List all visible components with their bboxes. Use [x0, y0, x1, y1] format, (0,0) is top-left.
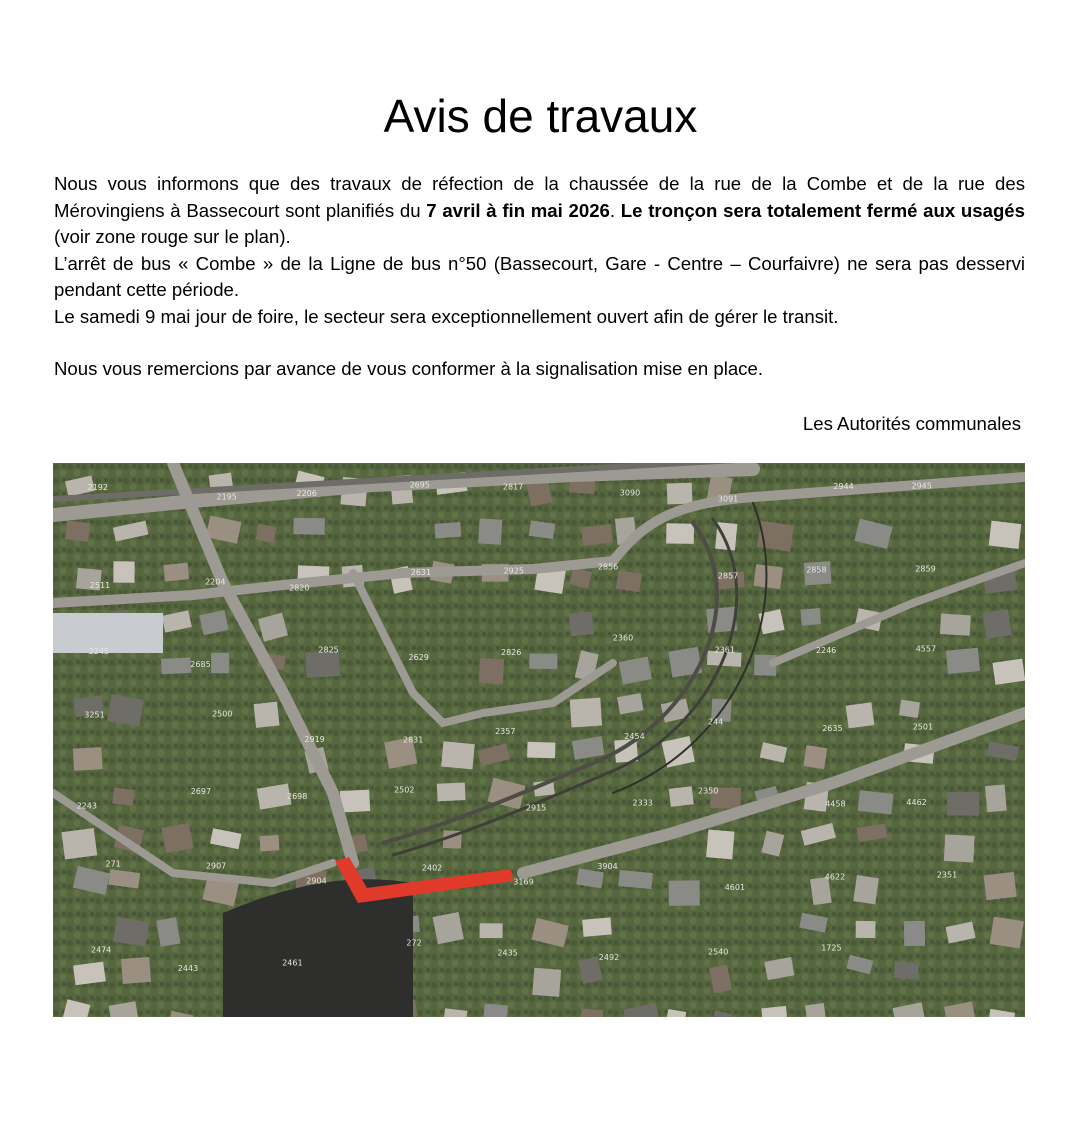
parcel-label: 2825	[318, 645, 339, 655]
house	[161, 823, 193, 853]
house	[65, 520, 90, 542]
house	[112, 787, 135, 806]
map-canvas	[53, 463, 1025, 1017]
house	[529, 520, 555, 539]
house	[527, 480, 553, 506]
parcel-label: 2333	[632, 798, 653, 808]
parcel-label: 2361	[714, 645, 735, 655]
house	[529, 653, 557, 669]
house	[985, 784, 1007, 812]
parcel-label: 2435	[497, 948, 518, 958]
house	[666, 523, 694, 544]
parcel-label: 271	[105, 859, 121, 869]
parcel-label: 2402	[421, 863, 443, 873]
parcel-label: 2540	[708, 947, 729, 957]
map-reference: (voir zone rouge sur le plan).	[54, 226, 291, 247]
parcel-label: 2500	[212, 709, 233, 719]
house	[984, 872, 1017, 900]
house	[856, 921, 876, 938]
house	[944, 834, 975, 862]
parcel-label: 3169	[513, 877, 534, 887]
parcel-label: 2192	[87, 482, 108, 492]
parcel-label: 2685	[190, 659, 211, 669]
parcel-label: 244	[708, 717, 724, 727]
notice-paragraph-fair: Le samedi 9 mai jour de foire, le secteur sera exceptionnellement ouvert afin de gérer le transit.	[54, 305, 839, 327]
house	[846, 702, 875, 728]
house	[527, 742, 555, 758]
parcel-label: 2461	[282, 958, 303, 968]
parcel-label: 4462	[906, 797, 927, 807]
house	[992, 659, 1025, 685]
page-title: Avis de travaux	[383, 90, 698, 142]
parcel-label: 2859	[915, 564, 936, 574]
parcel-label: 2858	[806, 565, 827, 575]
house	[254, 702, 280, 728]
house	[107, 694, 144, 727]
parcel-label: 272	[406, 938, 422, 948]
notice-body	[54, 171, 1025, 383]
house	[211, 653, 229, 673]
notice-paragraph-schedule	[54, 171, 1025, 251]
parcel-label: 2817	[502, 482, 524, 492]
house	[669, 880, 700, 906]
house	[616, 570, 642, 592]
parcel-label: 2502	[394, 785, 415, 795]
parcel-label: 2351	[936, 870, 958, 880]
house	[805, 1003, 826, 1017]
closure-statement: Le tronçon sera totalement fermé aux usagés	[620, 199, 1025, 221]
parcel-label: 4557	[915, 644, 937, 654]
house	[581, 524, 613, 546]
parcel-label: 2820	[289, 583, 310, 593]
parcel-label: 2350	[698, 786, 719, 796]
house	[441, 741, 475, 769]
house	[669, 786, 694, 807]
schedule-separator: .	[609, 199, 621, 221]
house	[61, 828, 97, 860]
parcel-label: 2945	[911, 481, 932, 491]
parcel-label: 2697	[190, 786, 212, 796]
house	[483, 1004, 508, 1017]
parcel-label: 2204	[205, 577, 226, 587]
house	[853, 875, 879, 904]
parcel-label: 4622	[824, 872, 846, 882]
parcel-label: 2243	[76, 801, 97, 811]
house	[163, 563, 189, 582]
parcel-label: 2925	[503, 566, 524, 576]
parcel-label: 2944	[833, 482, 854, 492]
house	[259, 835, 279, 852]
house	[667, 483, 693, 505]
aerial-map	[53, 463, 1025, 1017]
house	[983, 609, 1012, 638]
house	[989, 521, 1022, 549]
house	[800, 608, 821, 626]
house	[947, 792, 979, 816]
parcel-label: 2246	[815, 645, 837, 655]
house	[899, 700, 920, 718]
house	[480, 923, 503, 938]
parcel-label: 2360	[612, 633, 634, 643]
parcel-label: 2245	[88, 647, 110, 657]
notice-paragraph-bus: L’arrêt de bus « Combe » de la Ligne de bus n°50 (Bassecourt, Gare - Centre – Courfaivre) ne sera pas desservi pendant cette période.	[54, 252, 1025, 300]
house	[803, 745, 827, 769]
notice-paragraph-thanks: Nous vous remercions par avance de vous conformer à la signalisation mise en place.	[54, 358, 763, 379]
house	[570, 698, 602, 728]
parcel-label: 2511	[89, 581, 111, 591]
house	[858, 790, 894, 814]
house	[437, 782, 466, 801]
parcel-label: 4601	[724, 883, 746, 893]
parcel-label: 2206	[296, 488, 317, 498]
parcel-label: 2856	[597, 562, 619, 572]
house	[990, 917, 1024, 949]
work-dates: 7 avril à fin mai 2026	[426, 199, 610, 221]
parcel-label: 2443	[177, 963, 199, 973]
house	[161, 657, 191, 674]
parcel-label: 2635	[822, 724, 843, 733]
house	[569, 611, 594, 636]
parcel-label: 3251	[84, 710, 105, 720]
house	[293, 518, 325, 535]
house	[478, 518, 502, 545]
parcel-label: 2357	[495, 726, 516, 736]
parcel-label: 3904	[597, 861, 618, 871]
parcel-label: 2907	[205, 861, 227, 871]
house	[894, 961, 919, 980]
house	[305, 651, 340, 678]
parcel-label: 3091	[717, 494, 739, 504]
signature: Les Autorités communales	[802, 413, 1021, 434]
house	[940, 614, 971, 636]
parcel-label: 2919	[304, 734, 325, 744]
parcel-label: 3090	[619, 488, 641, 498]
paragraph-gap	[54, 330, 1025, 356]
house	[73, 962, 106, 986]
parcel-label: 2826	[501, 648, 522, 657]
parcel-label: 2698	[287, 791, 308, 801]
house	[434, 522, 461, 539]
parcel-label: 2915	[525, 803, 547, 813]
parcel-label: 2501	[912, 722, 934, 732]
parcel-label: 2492	[598, 953, 620, 963]
parcel-label: 2474	[91, 945, 112, 955]
house	[618, 870, 652, 889]
house	[582, 917, 612, 937]
house	[121, 957, 151, 984]
house	[73, 747, 103, 771]
house	[113, 561, 134, 583]
parcel-label: 1725	[821, 943, 842, 953]
house	[706, 829, 734, 859]
parcel-label: 4458	[825, 799, 846, 809]
house	[532, 968, 561, 997]
house	[904, 921, 925, 946]
house	[946, 648, 980, 674]
house	[433, 912, 464, 944]
parcel-label: 2857	[717, 571, 739, 581]
house	[479, 658, 504, 684]
parcel-label: 2904	[306, 876, 327, 886]
parcel-label: 2695	[409, 480, 430, 490]
parcel-label: 2831	[403, 735, 424, 745]
house	[340, 790, 370, 813]
parcel-label: 2195	[216, 492, 237, 502]
parcel-label: 2629	[408, 653, 429, 663]
house	[753, 564, 782, 589]
parcel-label: 2631	[410, 568, 432, 578]
parcel-label: 2454	[624, 732, 645, 742]
schedule-intro: Nous vous informons que des travaux de réfection de la chaussée de la rue de la Combe et de la rue des Mérovingiens à Bassecourt sont planifiés du	[54, 173, 1025, 221]
